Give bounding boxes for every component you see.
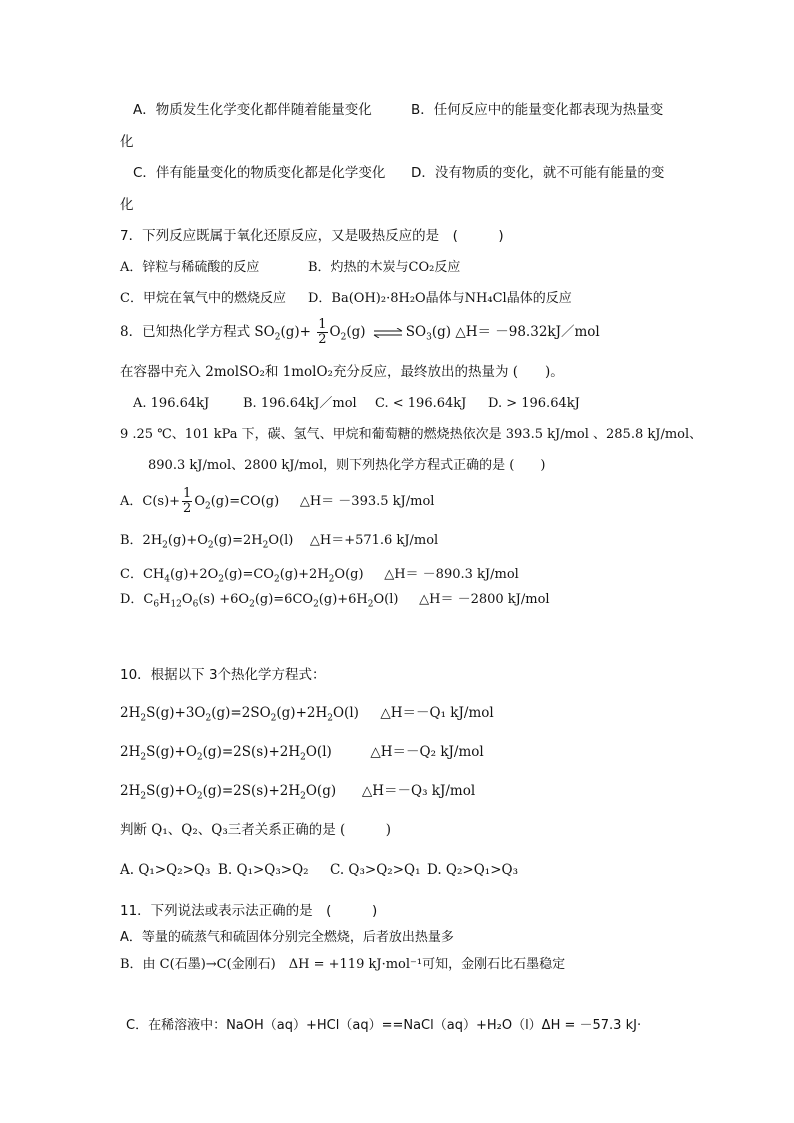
q10-dh-1: △H＝－Q₁ kJ/mol <box>380 705 494 721</box>
q6-option-b: B．任何反应中的能量变化都表现为热量变 <box>411 102 664 118</box>
q10-option-d: D. Q₂>Q₁>Q₃ <box>427 862 518 878</box>
q11-option-b: B．由 C(石墨)→C(金刚石) ΔH = +119 kJ·mol⁻¹可知，金刚石比石墨稳定 <box>120 957 566 972</box>
q9-option-b: B．$2H_2(g)+O_2(g)=2H_2O(l)$ △H＝+571.6 kJ/mol <box>120 533 439 551</box>
q9-option-d: D．$C_6H_{12}O_6(s) +6O_2(g)=6CO_2(g)+6H_2O(l)$ △H＝ －2800 kJ/mol <box>120 592 550 610</box>
q9-option-c-dh: △H＝ －890.3 kJ/mol <box>384 567 519 582</box>
equilibrium-arrow-icon <box>373 328 403 338</box>
q10-option-b: B. Q₁>Q₃>Q₂ <box>218 862 309 878</box>
q10-equation-1: $2H_2S(g)+3O_2(g)=2SO_2(g)+2H_2O(l)$ △H＝－Q₁ kJ/mol <box>120 705 494 724</box>
q6-option-d: D．没有物质的变化，就不可能有能量的变 <box>411 165 665 181</box>
q6-option-d-continued: 化 <box>120 197 134 213</box>
q8-stem-prefix: 8．已知热化学方程式 SO <box>120 324 275 340</box>
q10-stem: 10．根据以下 3个热化学方程式： <box>120 667 326 683</box>
q9-stem-line1: 9 .25 ℃、101 kPa 下，碳、氢气、甲烷和葡萄糖的燃烧热依次是 393.5 kJ/mol 、285.8 kJ/mol、 <box>120 427 703 442</box>
q9-option-a: A．C(s)+ $\frac{1}{2}$ $O_2(g)=CO(g)$ △H＝ －393.5 kJ/mol <box>120 486 435 516</box>
q10-option-c: C. Q₃>Q₂>Q₁ <box>330 862 421 878</box>
q9-option-a-dh: △H＝ －393.5 kJ/mol <box>299 494 435 509</box>
q10-equation-2: $2H_2S(g)+O_2(g)=2S(s)+2H_2O(l)$ △H＝－Q₂ kJ/mol <box>120 744 484 763</box>
q6-option-a: A．物质发生化学变化都伴随着能量变化 <box>133 102 372 118</box>
q9-option-b-dh: △H＝+571.6 kJ/mol <box>309 533 439 548</box>
q10-option-a: A. Q₁>Q₂>Q₃ <box>120 862 211 878</box>
q7-option-b: B．灼热的木炭与CO₂反应 <box>308 260 461 275</box>
q8-option-d: D. > 196.64kJ <box>488 396 580 411</box>
q8-option-b: B. 196.64kJ／mol <box>243 396 357 411</box>
q7-option-d: D．Ba(OH)₂·8H₂O晶体与NH₄Cl晶体的反应 <box>308 291 572 306</box>
q11-stem: 11．下列说法或表示法正确的是 ( ) <box>120 903 378 919</box>
q9-fraction: $\frac{1}{2}$ <box>183 486 192 516</box>
q9-option-d-dh: △H＝ －2800 kJ/mol <box>419 592 550 607</box>
q8-option-a: A. 196.64kJ <box>133 396 210 411</box>
q6-option-b-continued: 化 <box>120 134 134 150</box>
q8-dh: △H＝ －98.32kJ／mol <box>455 324 600 340</box>
q8-equation: 8．已知热化学方程式 $SO_2(g)+$ $\frac{1}{2}$ $O_2(g)$ $SO_3(g)$ △H＝ －98.32kJ／mol <box>120 317 600 347</box>
q8-option-c: C. < 196.64kJ <box>375 396 467 411</box>
q9-stem-line2: 890.3 kJ/mol、2800 kJ/mol，则下列热化学方程式正确的是 ( ) <box>148 458 546 473</box>
q10-judge: 判断 Q₁、Q₂、Q₃三者关系正确的是 ( ) <box>120 822 392 838</box>
q11-option-c: C．在稀溶液中：NaOH（aq）+HCl（aq）==NaCl（aq）+H₂O（l）ΔH = －57.3 kJ· <box>126 1018 642 1033</box>
q10-dh-2: △H＝－Q₂ kJ/mol <box>370 744 484 760</box>
q11-option-a: A．等量的硫蒸气和硫固体分别完全燃烧，后者放出热量多 <box>120 930 454 945</box>
q9-option-c: C．$CH_4(g)+2O_2(g)=CO_2(g)+2H_2O(g)$ △H＝ －890.3 kJ/mol <box>120 567 519 585</box>
q8-line2: 在容器中充入 2molSO₂和 1molO₂充分反应，最终放出的热量为 ( )。 <box>120 364 564 380</box>
q7-option-a: A．锌粒与稀硫酸的反应 <box>120 260 260 275</box>
q6-option-c: C．伴有能量变化的物质变化都是化学变化 <box>133 165 386 181</box>
q7-stem: 7．下列反应既属于氧化还原反应，又是吸热反应的是 ( ) <box>120 228 504 244</box>
q10-equation-3: $2H_2S(g)+O_2(g)=2S(s)+2H_2O(g)$ △H＝－Q₃ kJ/mol <box>120 783 476 802</box>
q8-fraction: $\frac{1}{2}$ <box>318 317 327 347</box>
q7-option-c: C．甲烷在氧气中的燃烧反应 <box>120 291 286 306</box>
q10-dh-3: △H＝－Q₃ kJ/mol <box>361 783 476 799</box>
